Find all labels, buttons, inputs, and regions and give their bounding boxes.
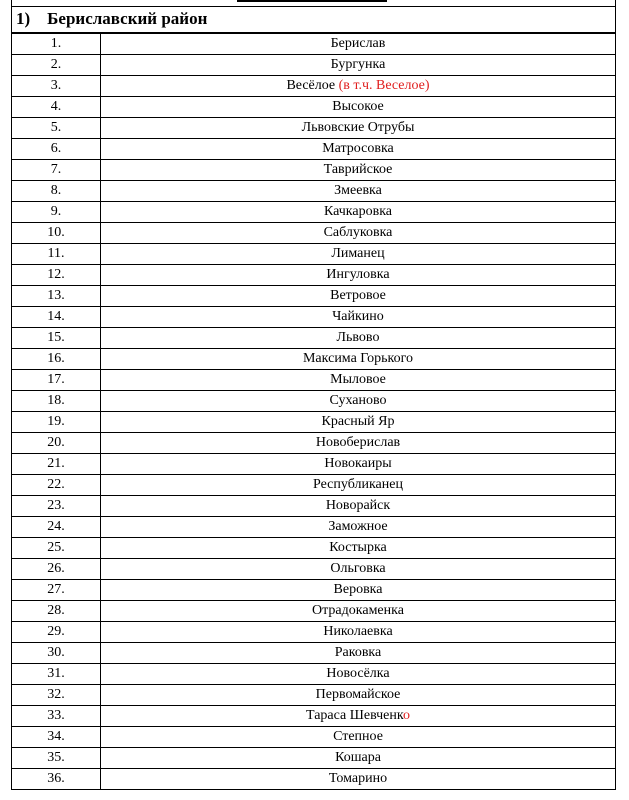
- row-number: 26.: [12, 559, 101, 580]
- table-row: [12, 286, 616, 307]
- settlement-name-cell: [101, 139, 616, 160]
- settlement-name: Высокое: [332, 99, 384, 114]
- settlement-name: Ветровое: [330, 288, 386, 303]
- settlement-name: Львово: [336, 330, 380, 345]
- settlement-name-cell: [101, 202, 616, 223]
- row-number: 3.: [12, 76, 101, 97]
- row-number: 14.: [12, 307, 101, 328]
- table-row: [12, 454, 616, 475]
- settlement-name: Таврийское: [323, 162, 393, 177]
- settlement-name: Матросовка: [322, 141, 394, 156]
- settlement-name: Весёлое: [286, 78, 339, 93]
- settlement-name-cell: [101, 559, 616, 580]
- table-row: [12, 727, 616, 748]
- row-number: 16.: [12, 349, 101, 370]
- settlement-name-cell: [101, 643, 616, 664]
- settlement-name-cell: [101, 370, 616, 391]
- settlement-name: Змеевка: [334, 183, 382, 198]
- settlement-name-cell: [101, 706, 616, 727]
- settlement-name-cell: [101, 181, 616, 202]
- table-row: [12, 34, 616, 55]
- table-row: [12, 307, 616, 328]
- table-row: [12, 223, 616, 244]
- table-row: [12, 181, 616, 202]
- row-number: 21.: [12, 454, 101, 475]
- settlement-name-cell: [101, 34, 616, 55]
- row-number: 30.: [12, 643, 101, 664]
- table-row: [12, 769, 616, 790]
- table-row: [12, 55, 616, 76]
- row-number: 23.: [12, 496, 101, 517]
- table-row: [12, 370, 616, 391]
- table-row: [12, 244, 616, 265]
- settlement-name-cell: [101, 769, 616, 790]
- settlement-name: Максима Горького: [302, 351, 414, 366]
- settlement-name: Республиканец: [313, 477, 403, 492]
- settlement-name: Новорайск: [325, 498, 391, 513]
- table-row: [12, 412, 616, 433]
- settlement-name: Красный Яр: [321, 414, 395, 429]
- settlement-name-cell: [101, 160, 616, 181]
- settlement-name-cell: [101, 517, 616, 538]
- table-row: [12, 706, 616, 727]
- cut-off-text-fragment: [237, 0, 387, 2]
- settlement-name: Первомайское: [315, 687, 401, 702]
- settlement-name-cell: [101, 580, 616, 601]
- settlement-name-cell: [101, 538, 616, 559]
- settlement-name-cell: [101, 349, 616, 370]
- settlement-name-cell: [101, 412, 616, 433]
- settlement-name-cell: [101, 622, 616, 643]
- row-number: 12.: [12, 265, 101, 286]
- settlement-name: Лиманец: [331, 246, 385, 261]
- row-number: 5.: [12, 118, 101, 139]
- table-row: [12, 76, 616, 97]
- table-row: [12, 664, 616, 685]
- settlement-name-cell: [101, 685, 616, 706]
- table-row: [12, 139, 616, 160]
- settlement-name-cell: [101, 265, 616, 286]
- row-number: 9.: [12, 202, 101, 223]
- settlement-name: Ингуловка: [326, 267, 390, 282]
- row-number: 17.: [12, 370, 101, 391]
- settlement-note: о: [402, 708, 410, 723]
- settlement-name: Львовские Отрубы: [301, 120, 415, 135]
- settlement-name-cell: [101, 727, 616, 748]
- row-number: 31.: [12, 664, 101, 685]
- settlement-name-cell: [101, 433, 616, 454]
- row-number: 29.: [12, 622, 101, 643]
- settlement-name-cell: [101, 118, 616, 139]
- row-number: 35.: [12, 748, 101, 769]
- settlement-name-cell: [101, 328, 616, 349]
- row-number: 11.: [12, 244, 101, 265]
- row-number: 33.: [12, 706, 101, 727]
- settlement-name: Суханово: [329, 393, 387, 408]
- settlement-name-cell: [101, 391, 616, 412]
- top-border-strip: [11, 0, 616, 7]
- table-row: [12, 748, 616, 769]
- settlement-name: Раковка: [334, 645, 382, 660]
- settlement-name-cell: [101, 223, 616, 244]
- settlement-note: (в т.ч. Веселое): [338, 78, 430, 93]
- row-number: 1.: [12, 34, 101, 55]
- table-row: [12, 349, 616, 370]
- table-row: [12, 328, 616, 349]
- table-row: [12, 475, 616, 496]
- settlement-name-cell: [101, 496, 616, 517]
- table-row: [12, 433, 616, 454]
- settlement-name: Саблуковка: [323, 225, 393, 240]
- table-row: [12, 685, 616, 706]
- settlement-name: Кошара: [335, 750, 381, 765]
- section-header: 1) Бериславский район: [11, 7, 616, 33]
- settlement-name: Берислав: [330, 36, 386, 51]
- settlement-name: Веровка: [333, 582, 383, 597]
- table-row: [12, 559, 616, 580]
- table-row: [12, 601, 616, 622]
- settlement-name: Степное: [333, 729, 383, 744]
- settlement-name: Чайкино: [332, 309, 384, 324]
- settlements-table: [11, 33, 616, 790]
- row-number: 19.: [12, 412, 101, 433]
- settlement-name: Тараса Шевченк: [306, 708, 403, 723]
- settlement-name: Новосёлка: [326, 666, 390, 681]
- row-number: 36.: [12, 769, 101, 790]
- table-row: [12, 517, 616, 538]
- row-number: 8.: [12, 181, 101, 202]
- table-row: [12, 118, 616, 139]
- settlement-name: Бургунка: [330, 57, 386, 72]
- row-number: 27.: [12, 580, 101, 601]
- settlement-name-cell: [101, 601, 616, 622]
- settlement-name: Заможное: [328, 519, 388, 534]
- row-number: 25.: [12, 538, 101, 559]
- settlement-name: Новокаиры: [324, 456, 392, 471]
- settlement-name: Костырка: [329, 540, 387, 555]
- row-number: 22.: [12, 475, 101, 496]
- table-row: [12, 580, 616, 601]
- settlement-name: Николаевка: [323, 624, 393, 639]
- row-number: 20.: [12, 433, 101, 454]
- settlement-name-cell: [101, 748, 616, 769]
- row-number: 4.: [12, 97, 101, 118]
- table-row: [12, 97, 616, 118]
- row-number: 34.: [12, 727, 101, 748]
- table-row: [12, 643, 616, 664]
- settlement-name-cell: [101, 475, 616, 496]
- row-number: 15.: [12, 328, 101, 349]
- row-number: 18.: [12, 391, 101, 412]
- settlement-name: Томарино: [328, 771, 388, 786]
- row-number: 28.: [12, 601, 101, 622]
- settlement-name: Качкаровка: [323, 204, 393, 219]
- settlement-name-cell: [101, 55, 616, 76]
- settlement-name: Отрадокаменка: [312, 603, 404, 618]
- table-row: [12, 538, 616, 559]
- table-row: [12, 202, 616, 223]
- table-row: [12, 265, 616, 286]
- table-row: [12, 622, 616, 643]
- row-number: 10.: [12, 223, 101, 244]
- row-number: 32.: [12, 685, 101, 706]
- table-row: [12, 160, 616, 181]
- row-number: 2.: [12, 55, 101, 76]
- settlement-name-cell: [101, 307, 616, 328]
- settlement-name-cell: [101, 76, 616, 97]
- settlement-name: Новоберислав: [315, 435, 401, 450]
- row-number: 24.: [12, 517, 101, 538]
- document-sheet: [11, 0, 616, 790]
- settlement-name-cell: [101, 97, 616, 118]
- table-row: [12, 496, 616, 517]
- settlement-name: Ольговка: [330, 561, 386, 576]
- table-row: [12, 391, 616, 412]
- settlement-name-cell: [101, 244, 616, 265]
- settlement-name-cell: [101, 286, 616, 307]
- settlement-name-cell: [101, 454, 616, 475]
- row-number: 13.: [12, 286, 101, 307]
- row-number: 7.: [12, 160, 101, 181]
- settlement-name: Мыловое: [330, 372, 386, 387]
- settlement-name-cell: [101, 664, 616, 685]
- row-number: 6.: [12, 139, 101, 160]
